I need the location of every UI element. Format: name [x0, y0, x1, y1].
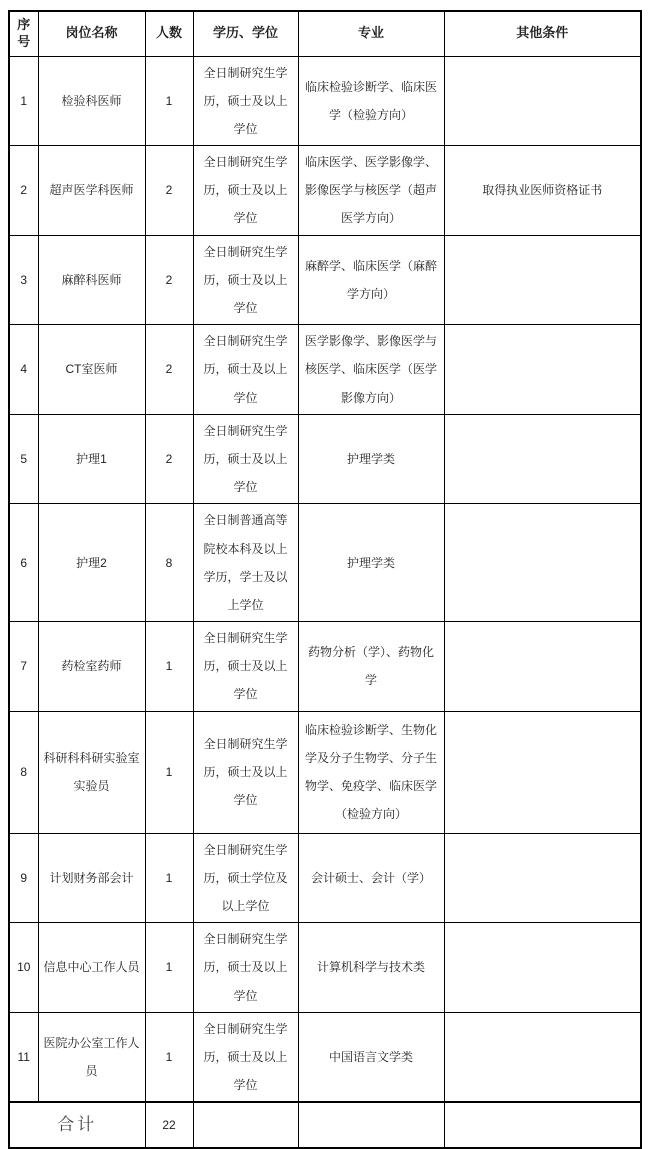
cell-other: [444, 1012, 641, 1102]
cell-position: 计划财务部会计: [38, 833, 145, 923]
cell-no: 3: [9, 235, 38, 325]
cell-no: 4: [9, 325, 38, 415]
cell-no: 1: [9, 56, 38, 146]
header-no: 序号: [9, 11, 38, 56]
cell-no: 5: [9, 414, 38, 504]
table-header-row: [9, 11, 641, 56]
table-row: [9, 56, 641, 146]
cell-other: [444, 235, 641, 325]
cell-count: 2: [145, 235, 193, 325]
cell-position: 药检室药师: [38, 622, 145, 712]
total-other-empty: [444, 1102, 641, 1148]
cell-count: 2: [145, 146, 193, 236]
cell-education: 全日制普通高等院校本科及以上学历，学士及以上学位: [193, 504, 298, 622]
cell-other: [444, 711, 641, 833]
total-row: [9, 1102, 641, 1148]
cell-education: 全日制研究生学历，硕士及以上学位: [193, 56, 298, 146]
cell-education: 全日制研究生学历，硕士及以上学位: [193, 146, 298, 236]
total-count: 22: [145, 1102, 193, 1148]
header-count: 人数: [145, 11, 193, 56]
cell-major: 护理学类: [298, 414, 444, 504]
cell-major: 计算机科学与技术类: [298, 923, 444, 1013]
cell-education: 全日制研究生学历，硕士及以上学位: [193, 1012, 298, 1102]
table-row: [9, 1012, 641, 1102]
cell-major: 中国语言文学类: [298, 1012, 444, 1102]
cell-no: 7: [9, 622, 38, 712]
cell-count: 1: [145, 622, 193, 712]
cell-major: 临床检验诊断学、生物化学及分子生物学、分子生物学、免疫学、临床医学（检验方向）: [298, 711, 444, 833]
cell-no: 10: [9, 923, 38, 1013]
cell-major: 麻醉学、临床医学（麻醉学方向）: [298, 235, 444, 325]
cell-major: 护理学类: [298, 504, 444, 622]
table-row: [9, 325, 641, 415]
cell-major: 医学影像学、影像医学与核医学、临床医学（医学影像方向）: [298, 325, 444, 415]
cell-count: 1: [145, 1012, 193, 1102]
header-major: 专业: [298, 11, 444, 56]
cell-position: 护理2: [38, 504, 145, 622]
cell-other: [444, 414, 641, 504]
cell-count: 1: [145, 923, 193, 1013]
cell-position: 信息中心工作人员: [38, 923, 145, 1013]
cell-no: 9: [9, 833, 38, 923]
cell-other: [444, 504, 641, 622]
cell-count: 2: [145, 414, 193, 504]
cell-position: 麻醉科医师: [38, 235, 145, 325]
cell-count: 2: [145, 325, 193, 415]
cell-major: 会计硕士、会计（学）: [298, 833, 444, 923]
cell-education: 全日制研究生学历，硕士及以上学位: [193, 414, 298, 504]
cell-position: 科研科科研实验室实验员: [38, 711, 145, 833]
cell-position: 检验科医师: [38, 56, 145, 146]
cell-other: [444, 325, 641, 415]
table-row: [9, 711, 641, 833]
cell-education: 全日制研究生学历，硕士学位及以上学位: [193, 833, 298, 923]
cell-other: [444, 56, 641, 146]
cell-education: 全日制研究生学历，硕士及以上学位: [193, 923, 298, 1013]
cell-major: 药物分析（学）、药物化学: [298, 622, 444, 712]
total-education-empty: [193, 1102, 298, 1148]
total-major-empty: [298, 1102, 444, 1148]
cell-no: 2: [9, 146, 38, 236]
recruitment-table: [8, 10, 642, 1149]
cell-position: 超声医学科医师: [38, 146, 145, 236]
cell-education: 全日制研究生学历，硕士及以上学位: [193, 622, 298, 712]
header-education: 学历、学位: [193, 11, 298, 56]
cell-no: 6: [9, 504, 38, 622]
table-row: [9, 833, 641, 923]
table-row: [9, 923, 641, 1013]
table-row: [9, 622, 641, 712]
cell-count: 8: [145, 504, 193, 622]
table-row: [9, 146, 641, 236]
cell-other: [444, 622, 641, 712]
cell-major: 临床医学、医学影像学、影像医学与核医学（超声医学方向）: [298, 146, 444, 236]
cell-other: [444, 923, 641, 1013]
cell-education: 全日制研究生学历，硕士及以上学位: [193, 235, 298, 325]
header-other: 其他条件: [444, 11, 641, 56]
cell-major: 临床检验诊断学、临床医学（检验方向）: [298, 56, 444, 146]
cell-position: 医院办公室工作人员: [38, 1012, 145, 1102]
table-row: [9, 414, 641, 504]
header-position: 岗位名称: [38, 11, 145, 56]
cell-no: 11: [9, 1012, 38, 1102]
cell-position: 护理1: [38, 414, 145, 504]
cell-education: 全日制研究生学历，硕士及以上学位: [193, 711, 298, 833]
total-label: 合计: [9, 1102, 145, 1148]
table-row: [9, 504, 641, 622]
cell-education: 全日制研究生学历，硕士及以上学位: [193, 325, 298, 415]
cell-no: 8: [9, 711, 38, 833]
cell-other: [444, 833, 641, 923]
table-row: [9, 235, 641, 325]
cell-position: CT室医师: [38, 325, 145, 415]
cell-other: 取得执业医师资格证书: [444, 146, 641, 236]
cell-count: 1: [145, 711, 193, 833]
cell-count: 1: [145, 833, 193, 923]
cell-count: 1: [145, 56, 193, 146]
